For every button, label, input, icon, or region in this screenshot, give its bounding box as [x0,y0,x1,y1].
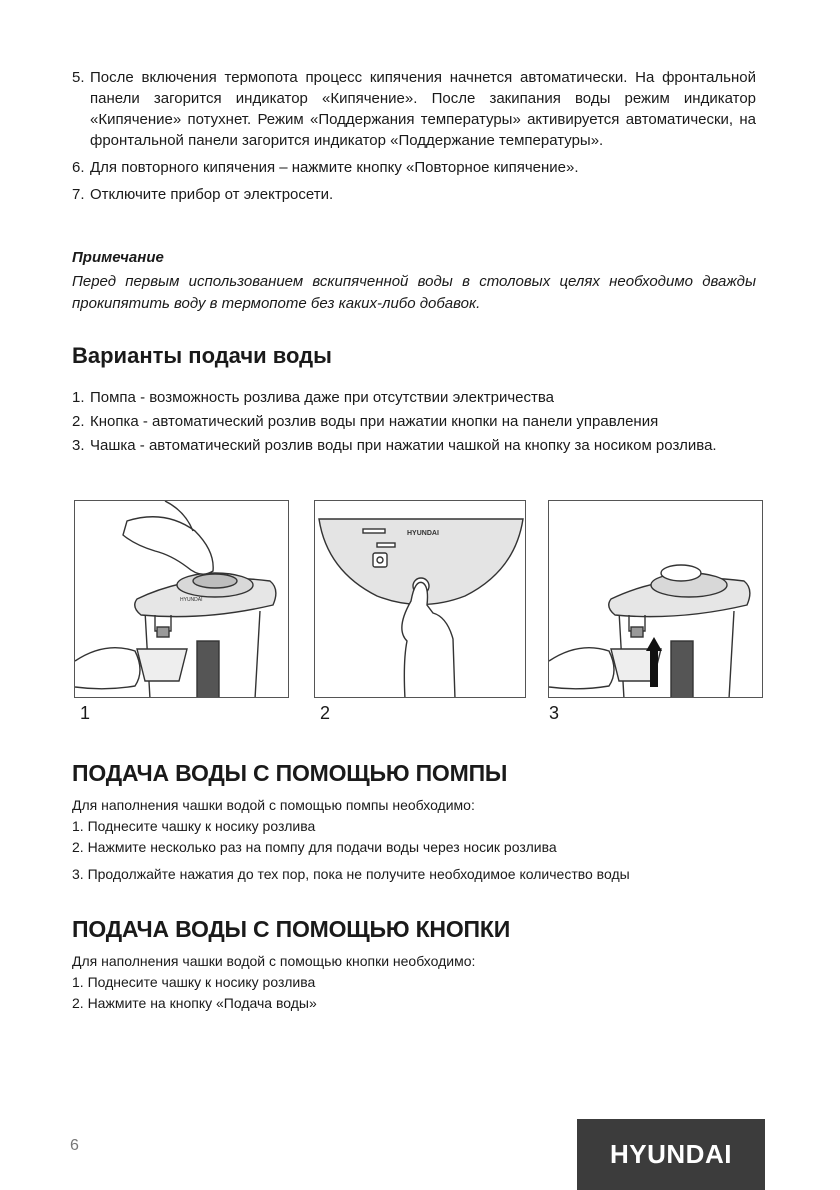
variants-list [72,387,756,456]
figure-label: 1 [80,703,91,723]
list-text: Чашка - автоматический розлив воды при нажатии чашкой на кнопку за носиком розлива. [90,437,717,454]
page-number: 6 [70,1137,79,1154]
section-intro: Для наполнения чашки водой с помощью помпы необходимо: [72,797,475,813]
list-item [72,67,756,151]
button-section-heading: ПОДАЧА ВОДЫ С ПОМОЩЬЮ КНОПКИ [72,916,511,942]
pump-section-body [72,795,772,885]
list-number: 1. [72,389,85,406]
list-item [72,157,756,178]
lid-brand-text: HYUNDAI [180,597,203,603]
list-number: 3. [72,437,85,454]
list-number: 6. [72,159,85,176]
pump-illustration [75,501,289,698]
button-illustration [315,501,526,698]
button-section-body [72,951,772,1014]
variants-heading: Варианты подачи воды [72,343,332,368]
list-item: 1. Поднесите чашку к носику розлива [72,818,316,834]
list-text: Помпа - возможность розлива даже при отсутствии электричества [90,389,554,406]
steps-list-top [72,67,756,205]
list-number: 2. [72,413,85,430]
cup-illustration [549,501,763,698]
list-item [72,411,756,432]
figure-label: 2 [320,703,331,723]
figure-pump [74,500,289,698]
section-intro: Для наполнения чашки водой с помощью кнопки необходимо: [72,953,476,969]
figure-label: 3 [549,703,560,723]
list-item: 1. Поднесите чашку к носику розлива [72,974,316,990]
brand-logo: HYUNDAI [577,1119,765,1190]
list-text: Кнопка - автоматический розлив воды при нажатии кнопки на панели управления [90,413,659,430]
list-item: 2. Нажмите несколько раз на помпу для подачи воды через носик розлива [72,839,557,855]
note-text: Перед первым использованием вскипяченной воды в столовых целях необходимо дважды прокипятить воду в термопоте без каких-либо добавок. [72,273,756,312]
list-item [72,184,756,205]
note-title: Примечание [72,249,164,266]
pump-section-heading: ПОДАЧА ВОДЫ С ПОМОЩЬЮ ПОМПЫ [72,760,508,786]
list-item: 3. Продолжайте нажатия до тех пор, пока не получите необходимое количество воды [72,866,630,882]
list-number: 5. [72,69,85,86]
list-item [72,435,756,456]
list-text: После включения термопота процесс кипячения начнется автоматически. На фронтальной панели загорится индикатор «Кипячение». После закипания воды режим индикатор «Кипячение» потухнет. Режим «Поддержания температуры» активируется автоматически, на фронтальной панели загорится индикатор «Поддержание температуры». [90,69,756,149]
figure-button [314,500,526,698]
panel-brand-text: HYUNDAI [407,530,439,537]
list-text: Для повторного кипячения – нажмите кнопку «Повторное кипячение». [90,159,579,176]
list-item [72,387,756,408]
list-number: 7. [72,186,85,203]
list-text: Отключите прибор от электросети. [90,186,334,203]
figure-cup [548,500,763,698]
list-item: 2. Нажмите на кнопку «Подача воды» [72,995,317,1011]
